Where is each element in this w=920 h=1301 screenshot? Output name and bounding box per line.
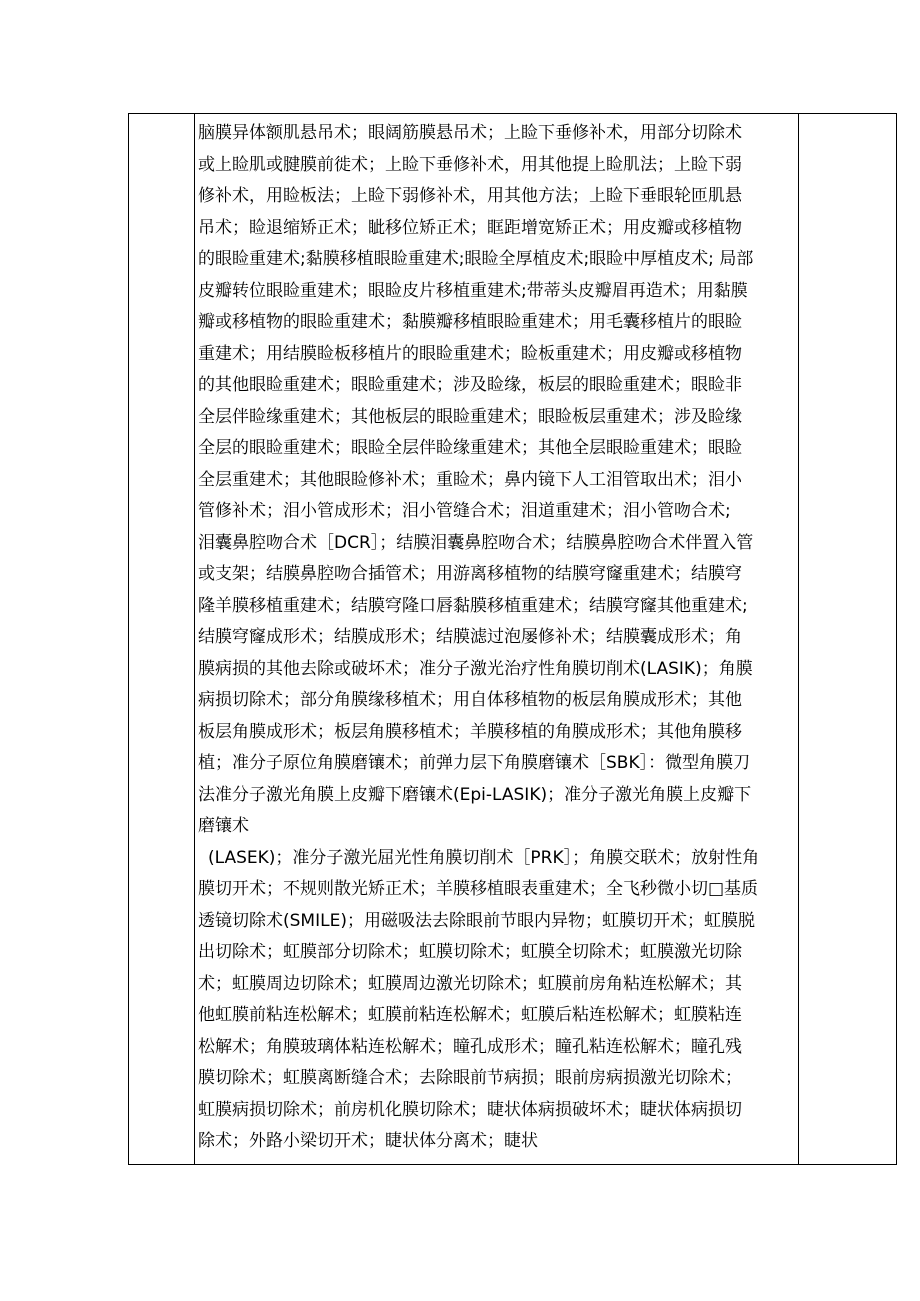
text-line: 他虹膜前粘连松解术；虹膜前粘连松解术；虹膜后粘连松解术；虹膜粘连 (198, 1005, 742, 1025)
text-line: 全层的眼睑重建术；眼睑全层伴睑缘重建术；其他全层眼睑重建术；眼睑 (198, 438, 742, 458)
text-line: 重建术；用结膜睑板移植片的眼睑重建术；睑板重建术；用皮瓣或移植物 (198, 343, 742, 364)
text-line: 脑膜异体额肌悬吊术；眼阔筋膜悬吊术；上睑下垂修补术，用部分切除术 (198, 123, 742, 143)
text-line: 透镜切除术(SMILE)；用磁吸法去除眼前节眼内异物；虹膜切开术；虹膜脱 (198, 910, 755, 931)
text-line: 管修补术；泪小管成形术；泪小管缝合术；泪道重建术；泪小管吻合术; (198, 501, 731, 521)
text-line: 膜病损的其他去除或破坏术；准分子激光治疗性角膜切削术(LASIK)；角膜 (198, 658, 753, 679)
text-line: 术；虹膜周边切除术；虹膜周边激光切除术；虹膜前房角粘连松解术；其 (198, 973, 742, 994)
text-line: 隆羊膜移植重建术；结膜穹隆口唇黏膜移植重建术；结膜穹窿其他重建术; (198, 595, 748, 616)
text-line: 吊术；睑退缩矫正术；眦移位矫正术；眶距增宽矫正术；用皮瓣或移植物 (198, 217, 742, 238)
text-line: 膜切除术；虹膜离断缝合术；去除眼前节病损；眼前房病损激光切除术； (198, 1068, 742, 1088)
text-line: 膜切开术；不规则散光矫正术；羊膜移植眼表重建术；全飞秒微小切□基质 (198, 879, 759, 899)
text-line: 板层角膜成形术；板层角膜移植术；羊膜移植的角膜成形术；其他角膜移 (198, 721, 742, 742)
procedure-table (128, 113, 897, 1165)
text-line: 虹膜病损切除术；前房机化膜切除术；睫状体病损破坏术；睫状体病损切 (198, 1099, 742, 1120)
text-line: 除术；外路小梁切开术；睫状体分离术；睫状 (198, 1131, 538, 1151)
text-line: 瓣或移植物的眼睑重建术；黏膜瓣移植眼睑重建术；用毛囊移植片的眼睑 (198, 312, 742, 332)
procedure-text-block (195, 114, 798, 1158)
text-line: 结膜穹窿成形术；结膜成形术；结膜滤过泡屡修补术；结膜囊成形术；角 (198, 627, 742, 647)
table-row (129, 114, 897, 1165)
text-line: 的眼睑重建术;黏膜移植眼睑重建术;眼睑全厚植皮术;眼睑中厚植皮术; 局部 (198, 249, 754, 269)
text-line: 松解术；角膜玻璃体粘连松解术；瞳孔成形术；瞳孔粘连松解术；瞳孔残 (198, 1036, 742, 1057)
text-line: 或支架；结膜鼻腔吻合插管术；用游离移植物的结膜穹窿重建术；结膜穹 (198, 564, 742, 584)
left-empty-cell (129, 114, 195, 1165)
text-line: 全层伴睑缘重建术；其他板层的眼睑重建术；眼睑板层重建术；涉及睑缘 (198, 406, 742, 427)
text-line: 磨镶术 (198, 816, 249, 836)
text-line: 泪囊鼻腔吻合术［DCR］；结膜泪囊鼻腔吻合术；结膜鼻腔吻合术伴置入管 (198, 532, 754, 553)
text-line: 出切除术；虹膜部分切除术；虹膜切除术；虹膜全切除术；虹膜激光切除 (198, 942, 742, 962)
text-line: 或上睑肌或腱膜前徙术；上睑下垂修补术，用其他提上睑肌法；上睑下弱 (198, 154, 742, 175)
text-line: 法准分子激光角膜上皮瓣下磨镶术(Epi-LASIK)；准分子激光角膜上皮瓣下 (198, 784, 752, 805)
text-line: 植；准分子原位角膜磨镶术；前弹力层下角膜磨镶术［SBK］：微型角膜刀 (198, 753, 751, 773)
text-line: 修补术，用睑板法；上睑下弱修补术，用其他方法；上睑下垂眼轮匝肌悬 (198, 186, 742, 206)
text-line: 的其他眼睑重建术；眼睑重建术；涉及睑缘，板层的眼睑重建术；眼睑非 (198, 375, 742, 395)
text-line: 病损切除术；部分角膜缘移植术；用自体移植物的板层角膜成形术；其他 (198, 690, 742, 710)
text-line: 皮瓣转位眼睑重建术；眼睑皮片移植重建术;带蒂头皮瓣眉再造术；用黏膜 (198, 280, 748, 301)
right-empty-cell (799, 114, 897, 1165)
text-line: (LASEK)；准分子激光屈光性角膜切削术［PRK］；角膜交联术；放射性角 (208, 847, 760, 868)
text-line: 全层重建术；其他眼睑修补术；重睑术；鼻内镜下人工泪管取出术；泪小 (198, 469, 742, 490)
procedure-list-cell (195, 114, 799, 1165)
